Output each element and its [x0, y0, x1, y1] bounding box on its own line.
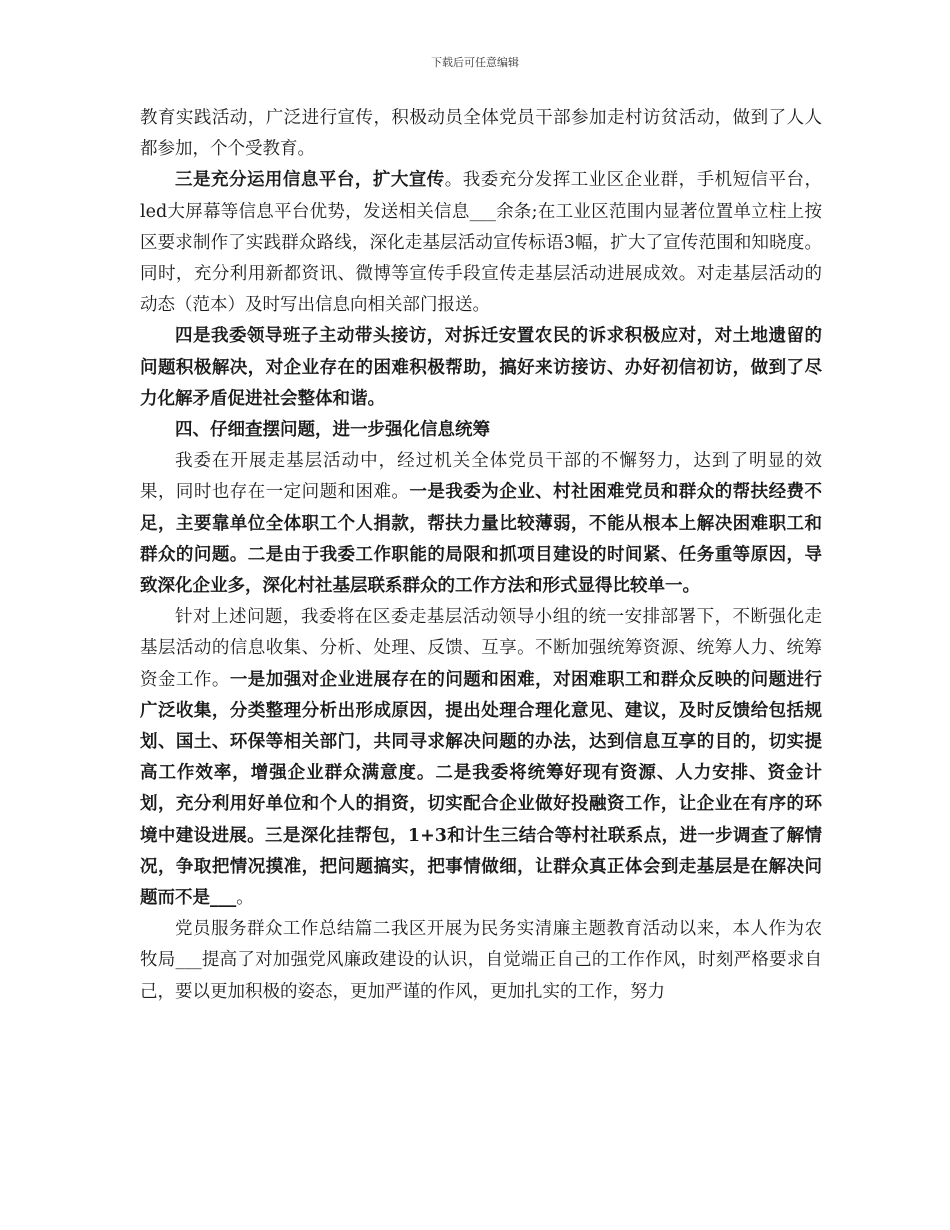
paragraph-7-text: 党员服务群众工作总结篇二我区开展为民务实清廉主题教育活动以来，本人作为农牧局___提高了对加强党风廉政建设的认识，自觉端正自己的工作作风，时刻严格要求自己，要以更加积极的姿态，更加严谨的作风，更加扎实的工作，努力	[140, 919, 822, 1002]
paragraph-7	[140, 914, 822, 1008]
paragraph-6	[140, 602, 822, 914]
paragraph-2	[140, 165, 822, 321]
paragraph-3	[140, 321, 822, 415]
paragraph-3-text: 四是我委领导班子主动带头接访，对拆迁安置农民的诉求积极应对，对土地遗留的问题积极解决，对企业存在的困难积极帮助，搞好来访接访、办好初信初访，做到了尽力化解矛盾促进社会整体和谐。	[140, 326, 822, 409]
section-heading-text: 四、仔细查摆问题，进一步强化信息统筹	[175, 420, 490, 441]
paragraph-2-lead: 三是充分运用信息平台，扩大宣传	[175, 170, 445, 191]
paragraph-5-bold: 一是我委为企业、村社困难党员和群众的帮扶经费不足，主要靠单位全体职工个人捐款，帮扶力量比较薄弱，不能从根本上解决困难职工和群众的问题。二是由于我委工作职能的局限和抓项目建设的时间紧、任务重等原因，导致深化企业多，深化村社基层联系群众的工作方法和形式显得比较单一。	[140, 482, 823, 597]
paragraph-1	[140, 103, 822, 165]
paragraph-5	[140, 446, 822, 602]
paragraph-6-tail: 。	[236, 888, 254, 909]
paragraph-6-bold: 一是加强对企业进展存在的问题和困难，对困难职工和群众反映的问题进行广泛收集，分类整理分析出形成原因，提出处理合理化意见、建议，及时反馈给包括规划、国土、环保等相关部门，共同寻求解决问题的办法，达到信息互享的目的，切实提高工作效率，增强企业群众满意度。二是我委将统筹好现有资源、人力安排、资金计划，充分利用好单位和个人的捐资，切实配合企业做好投融资工作，让企业在有序的环境中建设进展。三是深化挂帮包，1+3和计生三结合等村社联系点，进一步调查了解情况，争取把情况摸准，把问题搞实，把事情做细，让群众真正体会到走基层是在解决问题而不是___	[140, 669, 823, 909]
page-header: 下载后可任意编辑	[431, 56, 519, 69]
document-body	[140, 103, 822, 1008]
paragraph-2-text: 。我委充分发挥工业区企业群，手机短信平台，led大屏幕等信息平台优势，发送相关信息___余条;在工业区范围内显著位置单立柱上按区要求制作了实践群众路线，深化走基层活动宣传标语3幅，扩大了宣传范围和知晓度。同时，充分利用新都资讯、微博等宣传手段宣传走基层活动进展成效。对走基层活动的动态（范本）及时写出信息向相关部门报送。	[140, 170, 823, 316]
paragraph-6-text: 针对上述问题，我委将在区委走基层活动领导小组的统一安排部署下，不断强化走基层活动的信息收集、分析、处理、反馈、互享。不断加强统筹资源、统筹人力、统筹资金工作。	[140, 607, 822, 690]
section-heading	[140, 415, 822, 446]
paragraph-1-text: 教育实践活动，广泛进行宣传，积极动员全体党员干部参加走村访贫活动，做到了人人都参加，个个受教育。	[140, 108, 822, 160]
paragraph-5-text: 我委在开展走基层活动中，经过机关全体党员干部的不懈努力，达到了明显的效果，同时也存在一定问题和困难。	[140, 451, 822, 503]
